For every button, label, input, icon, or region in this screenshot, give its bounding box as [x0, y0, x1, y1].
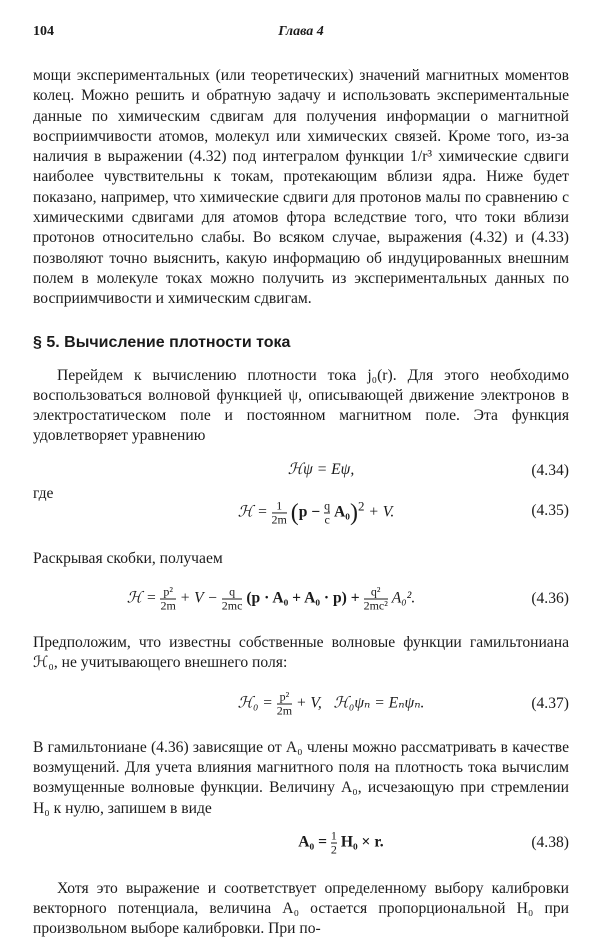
book-page	[33, 24, 569, 940]
eq437-mid: + V, ℋ₀ψₙ = Eₙψₙ.	[295, 694, 425, 712]
equation-number: (4.36)	[531, 590, 569, 608]
numerator: 1	[276, 498, 283, 513]
equation-4-34	[33, 459, 569, 483]
eq436-lhs: ℋ =	[126, 589, 157, 607]
numerator: q	[229, 584, 236, 599]
equation-4-36	[33, 577, 569, 621]
eq435-lhs: ℋ =	[237, 503, 268, 521]
numerator: 1	[330, 828, 337, 843]
fraction	[364, 586, 388, 613]
denominator: 2	[330, 842, 337, 857]
equation-4-37	[33, 682, 569, 726]
eq435-p: p −	[298, 503, 321, 521]
eq436-tail: A₀².	[391, 589, 416, 607]
section-heading: § 5. Вычисление плотности тока	[33, 333, 291, 351]
equation-number: (4.34)	[531, 461, 569, 479]
eq437-lhs: ℋ₀ =	[237, 694, 273, 712]
eq435-a: A₀	[334, 503, 350, 521]
paragraph-6: Хотя это выражение и соответствует определенному выбору калибровки векторного потенциала, величина A₀ остается пропорциональной H₀ при произвольном выборе калибровки. При по-	[33, 879, 569, 938]
equation-number: (4.38)	[531, 833, 569, 851]
denominator: 2m	[276, 703, 293, 718]
denominator: 2mc²	[363, 598, 388, 613]
numerator: p²	[279, 689, 290, 704]
running-title: Глава 4	[278, 24, 324, 39]
fraction	[324, 499, 330, 526]
denominator: 2mc	[221, 598, 243, 613]
fraction	[222, 586, 243, 613]
paragraph-1: мощи экспериментальных (или теоретических) значений магнитных моментов колец. Можно решить и обратную задачу и использовать экспериментальные данные по химическим сдвигам для получения информации о магнитной восприимчивости атомов, молекул или химических связей. Кроме того, из-за наличия в выражении (4.32) под интегралом функции 1/r³ химические сдвиги наиболее чувствительны к токам, протекающим вблизи ядра. Ниже будет показано, например, что химические сдвиги для протонов малы по сравнению с химическими сдвигами для атомов фтора вследствие того, что токи вблизи протонов относительно слабы. Во всяком случае, выражения (4.32) и (4.33) позволяют точно выяснить, какую информацию об индуцированных внешним полем в молекуле токах можно получить из экспериментальных данных по восприимчивости и химическим сдвигам.	[33, 67, 569, 308]
eq438-lhs: A₀ =	[298, 833, 328, 851]
close-paren: )	[349, 499, 358, 526]
denominator: 2m	[160, 598, 176, 613]
eq434-body: ℋψ = Eψ,	[287, 460, 355, 478]
paragraph-4: Предположим, что известны собственные волновые функции гамильтониана ℋ₀, не учитывающего внешнего поля:	[33, 634, 569, 672]
eq436-mid2: (p · A₀ + A₀ · p) +	[246, 589, 360, 607]
eq438-tail: H₀ × r.	[340, 833, 384, 851]
paragraph-5: В гамильтониане (4.36) зависящие от A₀ члены можно рассматривать в качестве возмущений. Для учета влияния магнитного поля на плотность тока вычислим возмущенные волновые функции. Величину A₀, исчезающую при стремлении H₀ к нулю, запишем в виде	[33, 738, 569, 817]
fraction	[160, 586, 175, 613]
numerator: q	[324, 498, 331, 513]
fraction	[331, 829, 337, 856]
denominator: c	[324, 512, 330, 527]
open-paren: (	[290, 499, 299, 526]
page-header	[33, 24, 569, 46]
paragraph-2: Перейдем к вычислению плотности тока j₀(r). Для этого необходимо воспользоваться волновой функцией ψ, описывающей движение электронов в электростатическом поле и постоянном магнитном поле. Эта функция удовлетворяет уравнению	[33, 366, 569, 445]
paragraph-3: Раскрывая скобки, получаем	[33, 549, 223, 567]
denominator: 2m	[271, 512, 287, 527]
page-number: 104	[33, 24, 54, 39]
equation-4-35	[33, 484, 569, 533]
equation-number: (4.37)	[531, 694, 569, 712]
equation-4-38	[33, 821, 569, 865]
fraction	[272, 499, 287, 526]
equation-number: (4.35)	[531, 501, 569, 519]
eq435-tail: + V.	[368, 503, 395, 521]
numerator: q²	[370, 584, 381, 599]
numerator: p²	[163, 584, 173, 599]
fraction	[277, 690, 292, 717]
where-label: где	[33, 484, 54, 502]
exponent: 2	[357, 498, 365, 514]
eq436-mid1: + V −	[179, 589, 218, 607]
